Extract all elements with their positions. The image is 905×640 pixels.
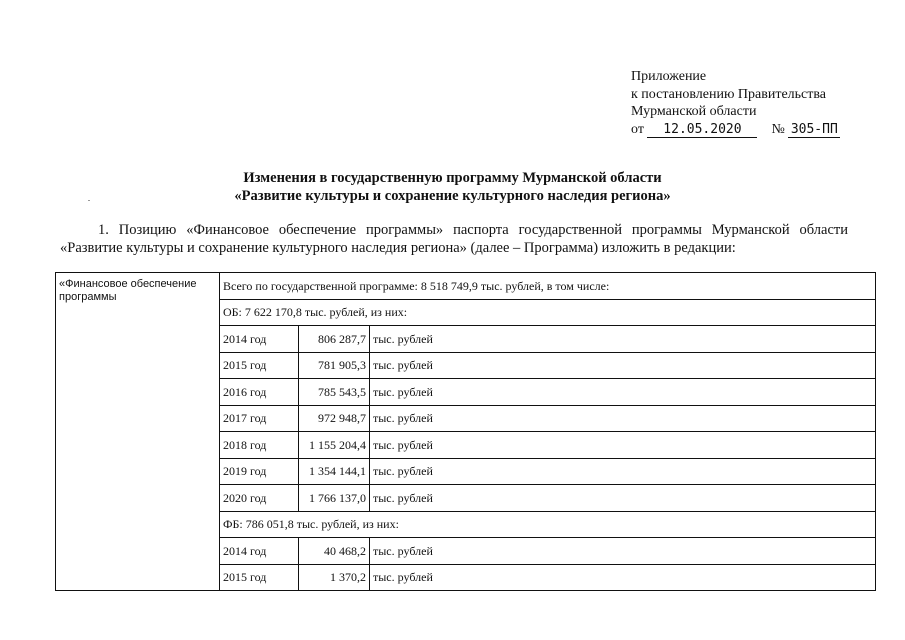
year-cell: 2019 год: [220, 458, 299, 485]
year-cell: 2014 год: [220, 538, 299, 565]
annex-header: [631, 68, 840, 138]
title-line-1: Изменения в государственную программу Мурманской области: [243, 170, 662, 186]
unit-cell: тыс. рублей: [370, 352, 876, 379]
amount-cell: 1 370,2: [299, 564, 370, 591]
year-cell: 2015 год: [220, 352, 299, 379]
fb-header: ФБ: 786 051,8 тыс. рублей, из них:: [220, 511, 876, 538]
unit-cell: тыс. рублей: [370, 432, 876, 459]
unit-cell: тыс. рублей: [370, 405, 876, 432]
year-cell: 2016 год: [220, 379, 299, 406]
amount-cell: 1 354 144,1: [299, 458, 370, 485]
paragraph-1: 1. Позицию «Финансовое обеспечение программы» паспорта государственной программы Мурманской области «Развитие культуры и сохранение культурного наследия региона» (далее – Программа) изложить в редакции:: [60, 222, 848, 256]
unit-cell: тыс. рублей: [370, 564, 876, 591]
ob-header: ОБ: 7 622 170,8 тыс. рублей, из них:: [220, 299, 876, 326]
annex-line-3: Мурманской области: [631, 104, 757, 119]
document-title: [0, 169, 905, 205]
amount-cell: 1 155 204,4: [299, 432, 370, 459]
year-cell: 2018 год: [220, 432, 299, 459]
year-cell: 2014 год: [220, 326, 299, 353]
table-row: [56, 273, 876, 300]
amount-cell: 40 468,2: [299, 538, 370, 565]
unit-cell: тыс. рублей: [370, 379, 876, 406]
year-cell: 2020 год: [220, 485, 299, 512]
title-line-2: «Развитие культуры и сохранение культурного наследия региона»: [234, 188, 671, 204]
amount-cell: 781 905,3: [299, 352, 370, 379]
total-cell: Всего по государственной программе: 8 518 749,9 тыс. рублей, в том числе:: [220, 273, 876, 300]
year-cell: 2015 год: [220, 564, 299, 591]
annex-line-2: к постановлению Правительства: [631, 86, 827, 102]
unit-cell: тыс. рублей: [370, 485, 876, 512]
annex-date-row: [631, 121, 840, 139]
amount-cell: 1 766 137,0: [299, 485, 370, 512]
amount-cell: 806 287,7: [299, 326, 370, 353]
decree-number: 305-ПП: [788, 123, 840, 138]
unit-cell: тыс. рублей: [370, 326, 876, 353]
decree-date: 12.05.2020: [647, 123, 757, 138]
financing-label: «Финансовое обеспечение программы: [56, 273, 220, 591]
number-prefix: №: [771, 121, 785, 137]
year-cell: 2017 год: [220, 405, 299, 432]
annex-line-1: Приложение: [631, 69, 707, 84]
unit-cell: тыс. рублей: [370, 538, 876, 565]
financing-table: [55, 272, 876, 591]
unit-cell: тыс. рублей: [370, 458, 876, 485]
amount-cell: 785 543,5: [299, 379, 370, 406]
amount-cell: 972 948,7: [299, 405, 370, 432]
date-prefix: от: [631, 121, 644, 137]
